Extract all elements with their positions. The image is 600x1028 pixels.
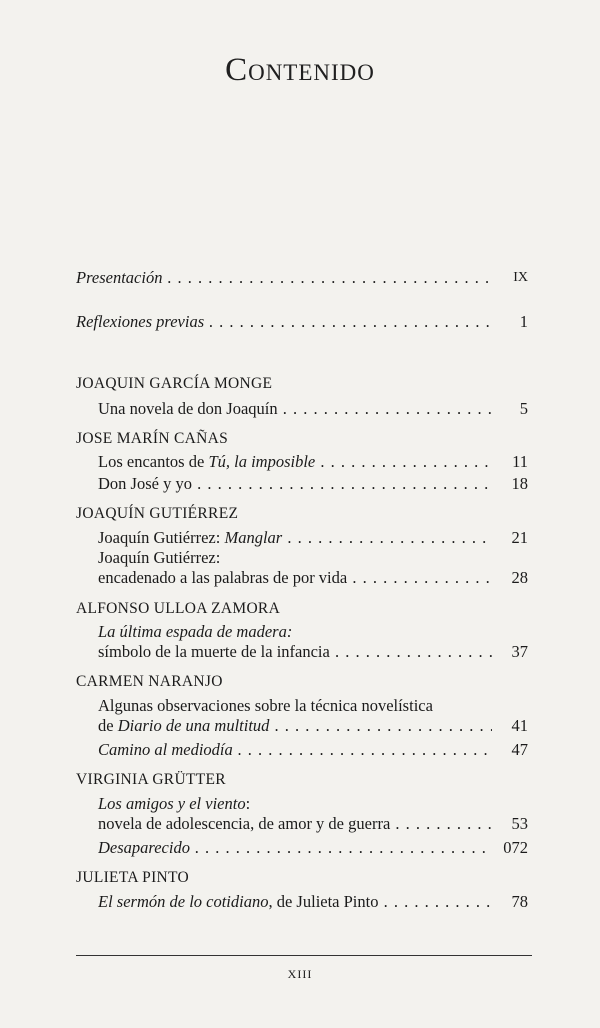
author-heading: JOSE MARÍN CAÑAS	[76, 430, 229, 447]
toc-entry-label: Don José y yo . . .	[98, 472, 492, 496]
toc-entry[interactable]	[98, 472, 528, 498]
toc-page-number: 78	[511, 892, 528, 911]
toc-entry-label: Los encantos de Tú, la imposible . . .	[98, 450, 492, 474]
toc-entry-first-line: La última espada de madera:	[98, 622, 293, 641]
toc-page-number: 28	[511, 568, 528, 587]
toc-entry-reflexiones[interactable]	[76, 310, 528, 336]
toc-entry-label: Joaquín Gutiérrez: Manglar . . .	[98, 526, 492, 550]
toc-entry[interactable]	[98, 397, 528, 423]
toc-entry[interactable]	[98, 640, 528, 666]
toc-entry-first-line: Los amigos y el viento:	[98, 794, 251, 813]
toc-entry-label: Desaparecido . . .	[98, 836, 492, 860]
toc-entry-first-line: Joaquín Gutiérrez:	[98, 548, 221, 567]
author-heading: VIRGINIA GRÜTTER	[76, 771, 226, 788]
author-heading: ALFONSO ULLOA ZAMORA	[76, 600, 281, 617]
footer-rule	[76, 955, 532, 956]
toc-page-number: 072	[503, 838, 528, 857]
toc-entry[interactable]	[98, 836, 528, 862]
toc-entry-label: novela de adolescencia, de amor y de guerra . . .	[98, 812, 492, 836]
toc-entry-label: símbolo de la muerte de la infancia . . .	[98, 640, 492, 664]
toc-page-number: 18	[511, 474, 528, 493]
toc-entry-first-line: Algunas observaciones sobre la técnica novelística	[98, 696, 433, 715]
toc-page-number: 53	[511, 814, 528, 833]
toc-entry-label: Presentación . . .	[76, 266, 492, 290]
toc-entry-presentacion[interactable]	[76, 266, 528, 292]
toc-entry[interactable]	[98, 812, 528, 838]
toc-page-number: 21	[511, 528, 528, 547]
page-folio: XIII	[287, 967, 313, 981]
toc-page-number: 1	[519, 312, 528, 331]
toc-page-number: IX	[513, 270, 528, 285]
toc-entry-label: de Diario de una multitud . . .	[98, 714, 492, 738]
toc-entry-label: Reflexiones previas . . .	[76, 310, 492, 334]
toc-page-number: 37	[511, 642, 528, 661]
toc-entry-label: Una novela de don Joaquín . . .	[98, 397, 492, 421]
author-heading: JOAQUIN GARCÍA MONGE	[76, 375, 273, 392]
toc-entry[interactable]	[98, 566, 528, 592]
toc-entry-label: encadenado a las palabras de por vida . . .	[98, 566, 492, 590]
toc-entry-label: El sermón de lo cotidiano, de Julieta Pinto . . .	[98, 890, 492, 914]
toc-page-number: 11	[512, 452, 528, 471]
toc-entry[interactable]	[98, 714, 528, 740]
toc-entry[interactable]	[98, 890, 528, 916]
author-heading: JULIETA PINTO	[76, 869, 190, 886]
author-heading: JOAQUÍN GUTIÉRREZ	[76, 505, 239, 522]
page-title: Contenido	[225, 52, 375, 88]
toc-entry-label: Camino al mediodía . . .	[98, 738, 492, 762]
author-heading: CARMEN NARANJO	[76, 673, 223, 690]
toc-page-number: 5	[519, 399, 528, 418]
toc-entry[interactable]	[98, 738, 528, 764]
toc-page-number: 47	[511, 740, 528, 759]
toc-page-number: 41	[511, 716, 528, 735]
